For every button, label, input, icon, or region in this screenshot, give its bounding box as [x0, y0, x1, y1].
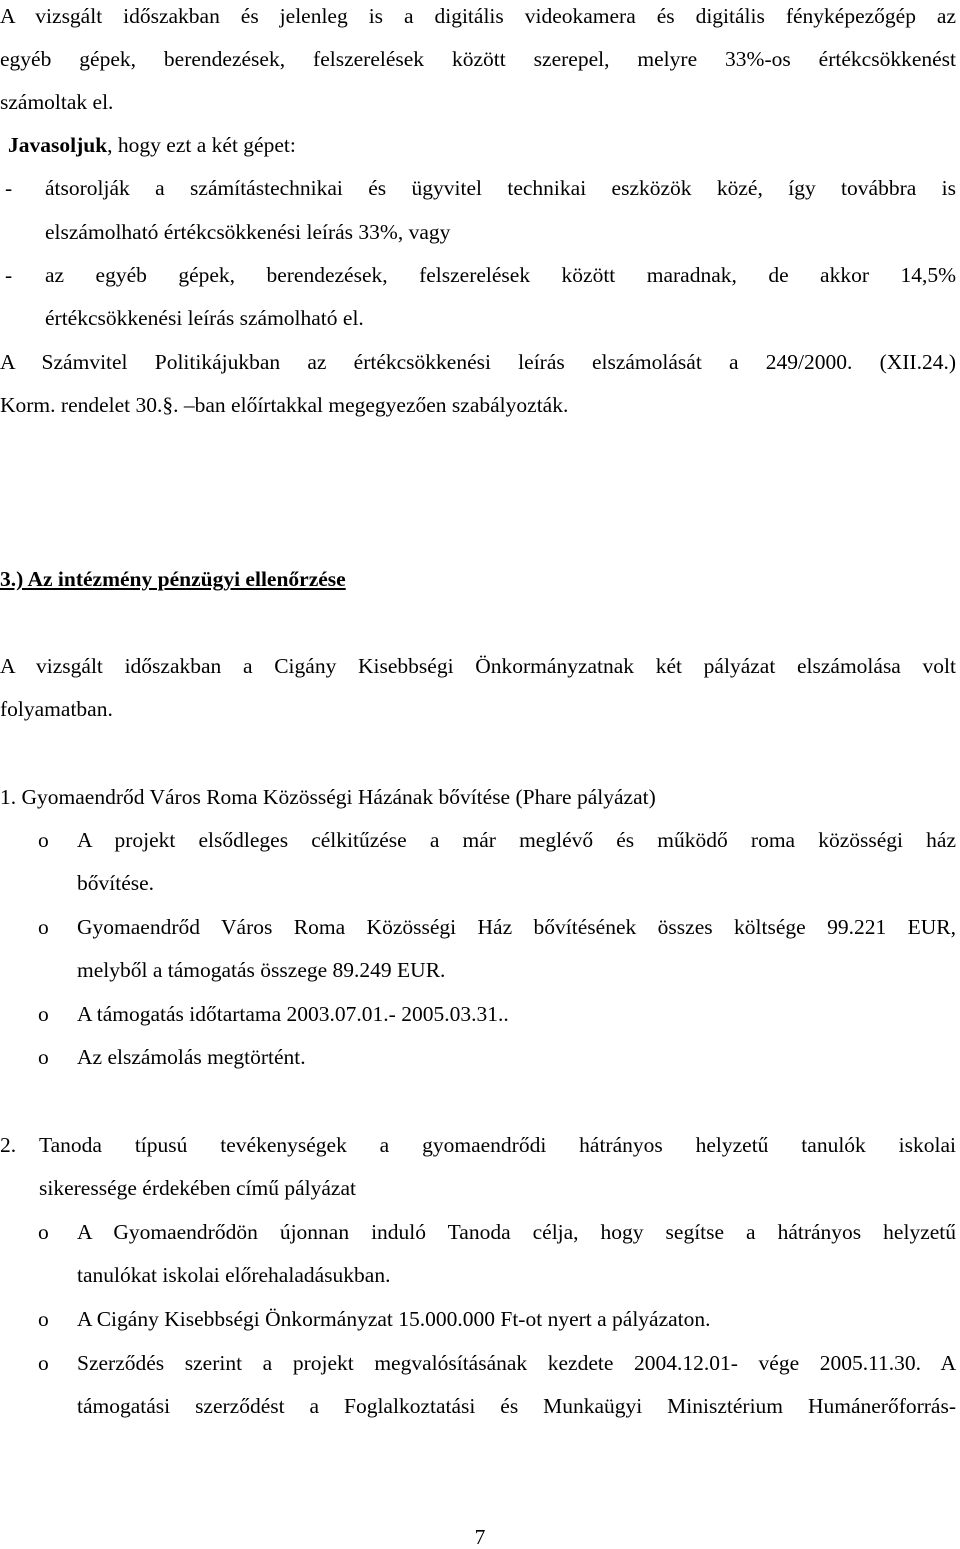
bullet-line: tanulókat iskolai előrehaladásukban.	[77, 1263, 391, 1287]
bullet-line: A támogatás időtartama 2003.07.01.- 2005.03.31..	[77, 1002, 509, 1026]
recommendation-line	[8, 133, 960, 157]
bullet-marker: o	[38, 1002, 49, 1026]
list-item-line: átsorolják a számítástechnikai és ügyvitel technikai eszközök közé, így továbbra is	[45, 176, 956, 200]
list-marker: -	[5, 176, 13, 200]
paragraph-line: egyéb gépek, berendezések, felszerelések között szerepel, melyre 33%-os értékcsökkenést	[0, 47, 956, 71]
list-item-line: az egyéb gépek, berendezések, felszerelések között maradnak, de akkor 14,5%	[45, 263, 956, 287]
bullet-marker: o	[38, 1220, 49, 1244]
bullet-line: Szerződés szerint a projekt megvalósításának kezdete 2004.12.01- vége 2005.11.30. A	[77, 1351, 956, 1375]
project-title: sikeressége érdekében című pályázat	[39, 1176, 356, 1200]
section-heading: 3.) Az intézmény pénzügyi ellenőrzése	[0, 567, 346, 591]
paragraph-line: folyamatban.	[0, 697, 113, 721]
bullet-marker: o	[38, 828, 49, 852]
bullet-line: Gyomaendrőd Város Roma Közösségi Ház bővítésének összes költsége 99.221 EUR,	[77, 915, 956, 939]
recommendation-text: , hogy ezt a két gépet:	[107, 133, 296, 157]
bullet-marker: o	[38, 1351, 49, 1375]
bullet-line: A Cigány Kisebbségi Önkormányzat 15.000.000 Ft-ot nyert a pályázaton.	[77, 1307, 711, 1331]
bullet-line: melyből a támogatás összege 89.249 EUR.	[77, 958, 446, 982]
bullet-line: A Gyomaendrődön újonnan induló Tanoda célja, hogy segítse a hátrányos helyzetű	[77, 1220, 956, 1244]
paragraph-line: A Számvitel Politikájukban az értékcsökkenési leírás elszámolását a 249/2000. (XII.24.)	[0, 350, 956, 374]
paragraph-line: Korm. rendelet 30.§. –ban előírtakkal megegyezően szabályozták.	[0, 393, 569, 417]
recommendation-bold: Javasoljuk	[8, 133, 108, 157]
bullet-marker: o	[38, 915, 49, 939]
list-marker: -	[5, 263, 13, 287]
bullet-line: Az elszámolás megtörtént.	[77, 1045, 306, 1069]
project-title: Tanoda típusú tevékenységek a gyomaendrődi hátrányos helyzetű tanulók iskolai	[39, 1133, 956, 1157]
bullet-marker: o	[38, 1307, 49, 1331]
project-number: 2.	[0, 1133, 17, 1157]
list-item-line: értékcsökkenési leírás számolható el.	[45, 306, 364, 330]
paragraph-line: számoltak el.	[0, 90, 114, 114]
paragraph-line: A vizsgált időszakban és jelenleg is a digitális videokamera és digitális fényképezőgép az	[0, 4, 956, 28]
bullet-line: bővítése.	[77, 871, 155, 895]
paragraph-line: A vizsgált időszakban a Cigány Kisebbségi Önkormányzatnak két pályázat elszámolása volt	[0, 654, 956, 678]
bullet-line: támogatási szerződést a Foglalkoztatási és Munkaügyi Minisztérium Humánerőforrás-	[77, 1394, 956, 1418]
bullet-marker: o	[38, 1045, 49, 1069]
project-title: 1. Gyomaendrőd Város Roma Közösségi Házának bővítése (Phare pályázat)	[0, 785, 656, 809]
page-number: 7	[474, 1525, 486, 1549]
bullet-line: A projekt elsődleges célkitűzése a már meglévő és működő roma közösségi ház	[77, 828, 956, 852]
list-item-line: elszámolható értékcsökkenési leírás 33%, vagy	[45, 220, 451, 244]
